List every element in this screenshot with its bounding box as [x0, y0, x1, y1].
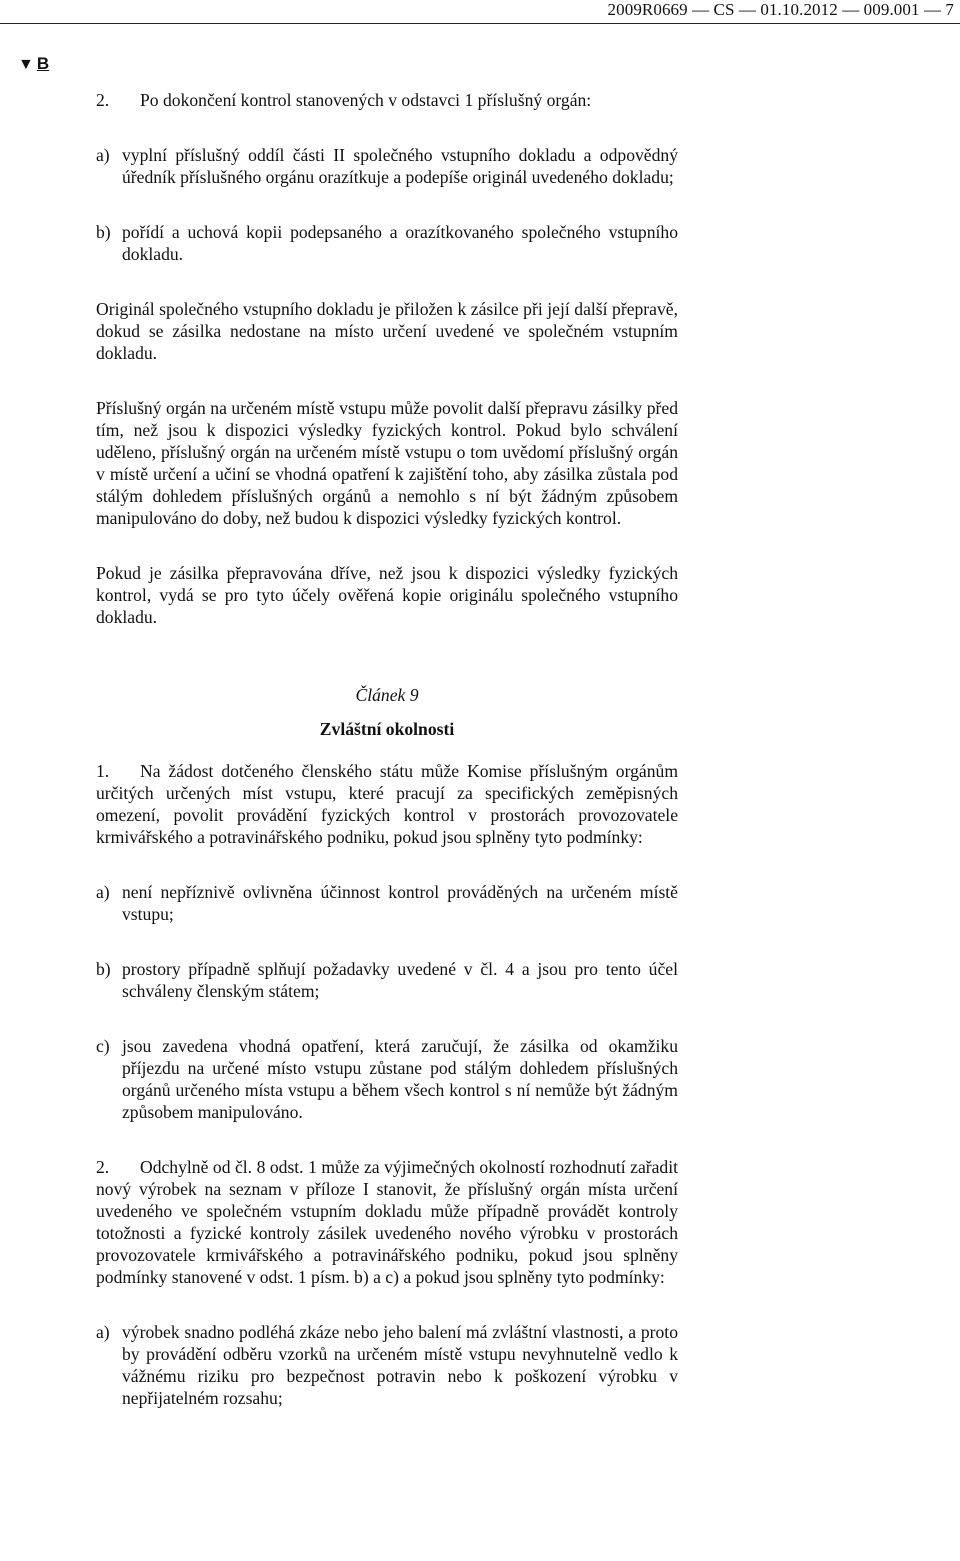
paragraph-number: 2. [96, 90, 110, 110]
paragraph: Originál společného vstupního dokladu je přiložen k zásilce při její další přepravě, dokud se zásilka nedostane na místo určení uvedené ve společném vstupním dokladu. [96, 299, 678, 363]
page-header [0, 0, 960, 24]
amendment-marker [18, 54, 49, 74]
paragraph-number: 1. [96, 761, 110, 781]
list-item [96, 144, 678, 188]
triangle-down-icon: ▼ [18, 56, 34, 73]
section-intro: 2. Po dokončení kontrol stanovených v odstavci 1 příslušný orgán: [96, 90, 592, 110]
item-label: a) [96, 145, 110, 165]
article-subtitle: Zvláštní okolnosti [319, 719, 455, 739]
item-label: a) [96, 882, 110, 902]
paragraph-number: 2. [96, 1157, 110, 1177]
item-text: pořídí a uchová kopii podepsaného a orazítkovaného společného vstupního dokladu. [122, 222, 678, 264]
list-item [96, 1321, 678, 1409]
item-text: jsou zavedena vhodná opatření, která zaručují, že zásilka od okamžiku příjezdu na určené místo vstupu zůstane pod stálým dohledem příslušných orgánů určeného místa vstupu a během všech kontrol s ní nemůže být žádným způsobem manipulováno. [122, 1036, 678, 1122]
paragraph: 2. Odchylně od čl. 8 odst. 1 může za výjimečných okolností rozhodnutí zařadit nový výrobek na seznam v příloze I stanovit, že příslušný orgán místa určení uvedeného ve společném vstupním dokladu může případně provádět kontroly totožnosti a fyzické kontroly zásilek uvedeného nového výrobku v prostorách provozovatele krmivářského a potravinářského podniku, pokud jsou splněny podmínky stanovené v odst. 1 písm. b) a c) a pokud jsou splněny tyto podmínky: [96, 1157, 678, 1287]
item-label: b) [96, 222, 111, 242]
item-label: c) [96, 1036, 110, 1056]
item-label: a) [96, 1322, 110, 1342]
document-reference: 2009R0669 — CS — 01.10.2012 — 009.001 — 7 [607, 0, 954, 19]
marker-label: B [36, 54, 50, 73]
list-item [96, 958, 678, 1002]
item-label: b) [96, 959, 111, 979]
item-text: není nepříznivě ovlivněna účinnost kontrol prováděných na určeném místě vstupu; [122, 882, 678, 924]
list-item [96, 1035, 678, 1123]
item-text: výrobek snadno podléhá zkáze nebo jeho balení má zvláštní vlastnosti, a proto by provádění odběru vzorků na určeném místě vstupu nevyhnutelně vedlo k vážnému riziku pro bezpečnost potravin nebo k poškození výrobku v nepřijatelném rozsahu; [122, 1322, 678, 1408]
list-item [96, 881, 678, 925]
paragraph: Příslušný orgán na určeném místě vstupu může povolit další přepravu zásilky před tím, než jsou k dispozici výsledky fyzických kontrol. Pokud bylo schválení uděleno, příslušný orgán na určeném místě vstupu o tom uvědomí příslušný orgán v místě určení a učiní se vhodná opatření k zajištění toho, aby zásilka zůstala pod stálým dohledem příslušných orgánů a nemohlo s ní být žádným způsobem manipulováno do doby, než budou k dispozici výsledky fyzických kontrol. [96, 398, 678, 528]
list-item [96, 221, 678, 265]
document-body [96, 89, 678, 1409]
item-text: vyplní příslušný oddíl části II společného vstupního dokladu a odpovědný úředník příslušného orgánu orazítkuje a podepíše originál uvedeného dokladu; [122, 145, 678, 187]
item-text: prostory případně splňují požadavky uvedené v čl. 4 a jsou pro tento účel schváleny členským státem; [122, 959, 678, 1001]
paragraph: Pokud je zásilka přepravována dříve, než jsou k dispozici výsledky fyzických kontrol, vydá se pro tyto účely ověřená kopie originálu společného vstupního dokladu. [96, 563, 678, 627]
paragraph: 1. Na žádost dotčeného členského státu může Komise příslušným orgánům určitých určených míst vstupu, které pracují za specifických zeměpisných omezení, povolit provádění fyzických kontrol v prostorách provozovatele krmivářského a potravinářského podniku, pokud jsou splněny tyto podmínky: [96, 761, 678, 847]
article-title: Článek 9 [355, 685, 419, 705]
